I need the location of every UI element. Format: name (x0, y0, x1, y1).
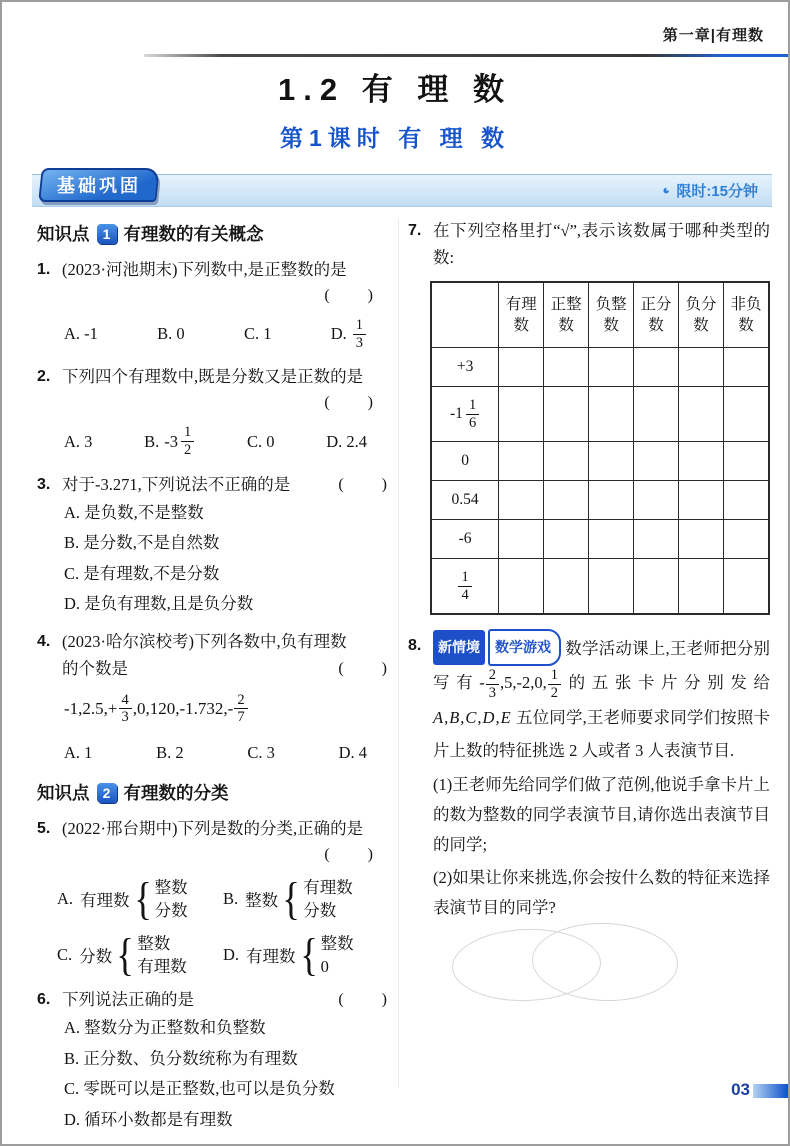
item-2: 分数 (154, 901, 188, 921)
question-stem: 在下列空格里打“√”,表示该数属于哪种类型的数: (433, 221, 770, 267)
option-a: A. 3 (64, 431, 93, 451)
fraction-numerator: 1 (548, 667, 561, 685)
knowledge-point-2 (37, 780, 389, 805)
option-a (57, 873, 223, 925)
page-title: 1.2 有 理 数 (278, 72, 512, 107)
option-b (144, 424, 195, 458)
answer-bracket: ( ) (338, 991, 389, 1009)
table-cell (499, 481, 544, 520)
item-2: 有理数 (137, 957, 187, 977)
kp-label: 知识点 (37, 783, 90, 804)
numbers-part2: ,0,120,-1.732,- (132, 698, 234, 718)
row-label-cell: -6 (431, 520, 499, 559)
chapter-header: 第一章|有理数 (662, 27, 764, 44)
table-cell (679, 387, 724, 442)
option-c: C. 1 (243, 324, 272, 344)
option-head: 整数 (245, 891, 279, 911)
answer-bracket: ( ) (338, 475, 389, 493)
option-label: D. (330, 324, 347, 344)
fraction (234, 692, 247, 726)
knowledge-point-1 (37, 221, 389, 246)
answer-bracket: ( ) (324, 394, 375, 412)
row-label-cell: 0 (431, 442, 499, 481)
integer-part: -1 (450, 405, 463, 422)
option-label: B. (223, 889, 239, 909)
fraction-numerator: 1 (181, 424, 194, 442)
fraction-numerator: 2 (486, 667, 499, 685)
option-head: 有理数 (80, 891, 130, 911)
fraction-denominator: 6 (468, 414, 477, 431)
option-a: A. -1 (64, 324, 98, 344)
fraction-denominator: 2 (184, 442, 192, 459)
option-d: D. 2.4 (326, 431, 367, 451)
table-cell (544, 442, 589, 481)
answer-bracket: ( ) (338, 659, 389, 677)
options-row (37, 309, 389, 355)
question-number: 6. (37, 991, 51, 1009)
table-cell (679, 348, 724, 387)
option-d: D. 4 (338, 743, 367, 763)
option-a: A. 是负数,不是整数 (64, 502, 204, 522)
fraction-denominator: 4 (461, 586, 469, 603)
mixed-number (164, 424, 195, 458)
fraction-numerator: 2 (234, 692, 247, 710)
section-badge-label: 基础巩固 (57, 176, 141, 196)
option-items (321, 932, 354, 978)
item-1: 整数 (154, 878, 188, 898)
fraction-denominator: 3 (121, 709, 129, 726)
row-label-cell (431, 559, 499, 615)
options-row (37, 730, 389, 772)
section-bar (32, 174, 772, 207)
option-b: B. 是分数,不是自然数 (64, 533, 220, 553)
option-label: D. (223, 945, 240, 965)
sub-question-2: (2)如果让你来挑选,你会按什么数的特征来选择表演节目的同学? (433, 868, 770, 918)
table-cell (679, 442, 724, 481)
option-label: B. (144, 431, 160, 451)
table-cell (723, 559, 769, 615)
option-items (303, 876, 353, 922)
option-d: D. 是负有理数,且是负分数 (64, 594, 254, 614)
option-label: C. (57, 945, 73, 965)
option-c: C. 0 (246, 431, 275, 451)
table-header-row (431, 282, 769, 348)
option-c: C. 3 (247, 743, 275, 763)
kp-number-badge: 1 (97, 224, 117, 244)
timer-icon: ◕ (659, 186, 675, 195)
table-header-cell: 有理数 (499, 282, 544, 348)
fraction-numerator: 1 (458, 569, 471, 587)
numbers-part1: -1,2.5,+ (64, 698, 118, 718)
timer (659, 180, 758, 201)
table-cell (499, 348, 544, 387)
option-head: 有理数 (246, 947, 296, 967)
fraction (466, 397, 479, 431)
table-cell (723, 348, 769, 387)
option-d (223, 929, 389, 981)
table-cell (589, 442, 634, 481)
fraction (353, 317, 366, 351)
question-stem: (2023·哈尔滨校考)下列各数中,负有理数 (62, 631, 347, 651)
answer-bracket: ( ) (324, 287, 375, 304)
question-stem: 下列四个有理数中,既是分数又是正数的是 (62, 367, 364, 387)
table-cell (589, 387, 634, 442)
item-2: 0 (320, 957, 329, 977)
kp-label: 知识点 (37, 224, 90, 244)
table-cell (634, 520, 679, 559)
text-part-1: 数学活动课上,王老师把分别写有- (433, 639, 770, 692)
question-stem (433, 629, 770, 923)
item-1: 整数 (137, 934, 171, 954)
header-divider (144, 54, 790, 57)
table-cell (723, 387, 769, 442)
option-c: C. 零既可以是正整数,也可以是负分数 (64, 1079, 335, 1099)
text-part-3: 的五张卡片分别发给 (561, 673, 771, 692)
table-cell (634, 442, 679, 481)
fraction (486, 667, 499, 701)
item-1: 有理数 (303, 878, 353, 898)
fraction-numerator: 1 (466, 397, 479, 415)
question-number: 5. (37, 820, 51, 838)
table-cell (544, 348, 589, 387)
row-label-cell: +3 (431, 348, 499, 387)
table-cell (634, 387, 679, 442)
table-header-cell: 负分数 (679, 282, 724, 348)
option-head: 分数 (79, 947, 113, 967)
option-b (223, 873, 389, 925)
item-2: 分数 (303, 901, 337, 921)
table-row (431, 442, 769, 481)
option-b: B. 2 (156, 743, 184, 763)
table-cell (499, 559, 544, 615)
table-row (431, 559, 769, 615)
lesson-title: 第1课时 有 理 数 (280, 125, 510, 151)
table-cell (589, 481, 634, 520)
page-number-bar (753, 1084, 788, 1098)
table-cell (723, 481, 769, 520)
table-cell (544, 559, 589, 615)
column-divider (398, 218, 399, 1088)
table-row (431, 520, 769, 559)
table-cell (679, 559, 724, 615)
table-cell (589, 348, 634, 387)
brace-glyph: { (282, 873, 301, 925)
integer-part: -3 (164, 431, 179, 451)
table-cell (544, 481, 589, 520)
option-c: C. 是有理数,不是分数 (64, 563, 220, 583)
question-stem: (2023·河池期末)下列数中,是正整数的是 (62, 260, 347, 279)
option-items (137, 932, 187, 978)
question-3 (37, 471, 389, 620)
option-label: A. (57, 889, 74, 909)
question-stem: 下列说法正确的是 (62, 990, 194, 1010)
question-number: 2. (37, 368, 51, 386)
table-cell (499, 442, 544, 481)
question-2 (37, 363, 389, 462)
brace-glyph: { (133, 873, 152, 925)
option-d: D. 循环小数都是有理数 (64, 1109, 233, 1129)
table-row (431, 387, 769, 442)
left-column (37, 217, 389, 1143)
sub-question-1: (1)王老师先给同学们做了范例,他说手拿卡片上的数为整数的同学表演节目,请你选出表演节目的同学; (433, 775, 770, 855)
right-column (408, 217, 770, 931)
question-number: 8. (408, 637, 422, 654)
table-cell (634, 348, 679, 387)
question-number: 3. (37, 475, 51, 493)
options-row (37, 416, 389, 462)
fraction-numerator: 4 (119, 692, 132, 710)
fraction-numerator: 1 (353, 317, 366, 335)
question-6 (37, 986, 389, 1135)
option-d (331, 317, 367, 351)
kp-number-badge: 2 (97, 783, 117, 803)
fraction-denominator: 2 (550, 684, 558, 701)
question-stem-continued: 的个数是 (62, 658, 128, 678)
table-cell (634, 559, 679, 615)
classification-options (37, 873, 389, 981)
question-number: 4. (37, 632, 51, 650)
answer-bracket: ( ) (324, 846, 375, 864)
option-b: B. 正分数、负分数统称为有理数 (64, 1048, 298, 1068)
table-cell (679, 481, 724, 520)
student-letters: A,B,C,D,E (433, 708, 512, 728)
item-1: 整数 (320, 934, 354, 954)
fraction (458, 569, 471, 603)
table-row (431, 481, 769, 520)
row-label-cell (431, 387, 499, 442)
question-stem: (2022·邢台期中)下列是数的分类,正确的是 (62, 819, 364, 839)
table-header-cell: 正整数 (544, 282, 589, 348)
table-cell (499, 387, 544, 442)
text-part-2: ,5,-2,0, (499, 673, 547, 692)
question-7 (408, 217, 770, 615)
question-1 (37, 256, 389, 355)
number-list (37, 682, 389, 730)
table-cell (679, 520, 724, 559)
row-label-cell: 0.54 (431, 481, 499, 520)
mixed-number (450, 397, 480, 431)
table-cell (544, 520, 589, 559)
timer-label: 限时:15分钟 (676, 183, 758, 200)
question-5 (37, 815, 389, 981)
question-number: 1. (37, 261, 51, 278)
options-list (37, 498, 389, 620)
section-badge (38, 168, 160, 202)
option-b: B. 0 (157, 324, 185, 344)
options-list (37, 1013, 389, 1135)
table-header-cell: 非负数 (723, 282, 769, 348)
table-cell (589, 520, 634, 559)
table-cell (723, 442, 769, 481)
kp-title: 有理数的分类 (123, 783, 229, 804)
fraction (548, 667, 561, 701)
table-cell (499, 520, 544, 559)
table-cell (544, 387, 589, 442)
question-stem: 对于-3.271,下列说法不正确的是 (62, 474, 291, 494)
badge-new-context: 新情境 (433, 630, 485, 665)
option-items (155, 876, 188, 922)
page-number: 03 (731, 1080, 750, 1099)
text-part-4: 五位同学,王老师要求同学们按照卡片上数的特征挑选 2 人或者 3 人表演节目. (433, 708, 770, 761)
number-type-table (430, 281, 770, 615)
option-a: A. 1 (64, 743, 93, 763)
question-8 (408, 629, 770, 923)
table-header-cell: 负整数 (589, 282, 634, 348)
option-c (57, 929, 223, 981)
brace-glyph: { (299, 929, 318, 981)
fraction (181, 424, 194, 458)
question-4 (37, 628, 389, 772)
table-header-cell-empty (431, 282, 499, 348)
fraction-denominator: 3 (355, 334, 363, 351)
fraction-denominator: 3 (488, 684, 496, 701)
kp-title: 有理数的有关概念 (123, 224, 264, 244)
option-a: A. 整数分为正整数和负整数 (64, 1018, 266, 1038)
table-cell (634, 481, 679, 520)
badge-math-game: 数学游戏 (488, 629, 561, 666)
table-cell (589, 559, 634, 615)
question-number: 7. (408, 222, 422, 239)
brace-glyph: { (116, 929, 135, 981)
fraction (119, 692, 132, 726)
fraction-denominator: 7 (237, 709, 245, 726)
table-header-cell: 正分数 (634, 282, 679, 348)
table-row (431, 348, 769, 387)
table-cell (723, 520, 769, 559)
